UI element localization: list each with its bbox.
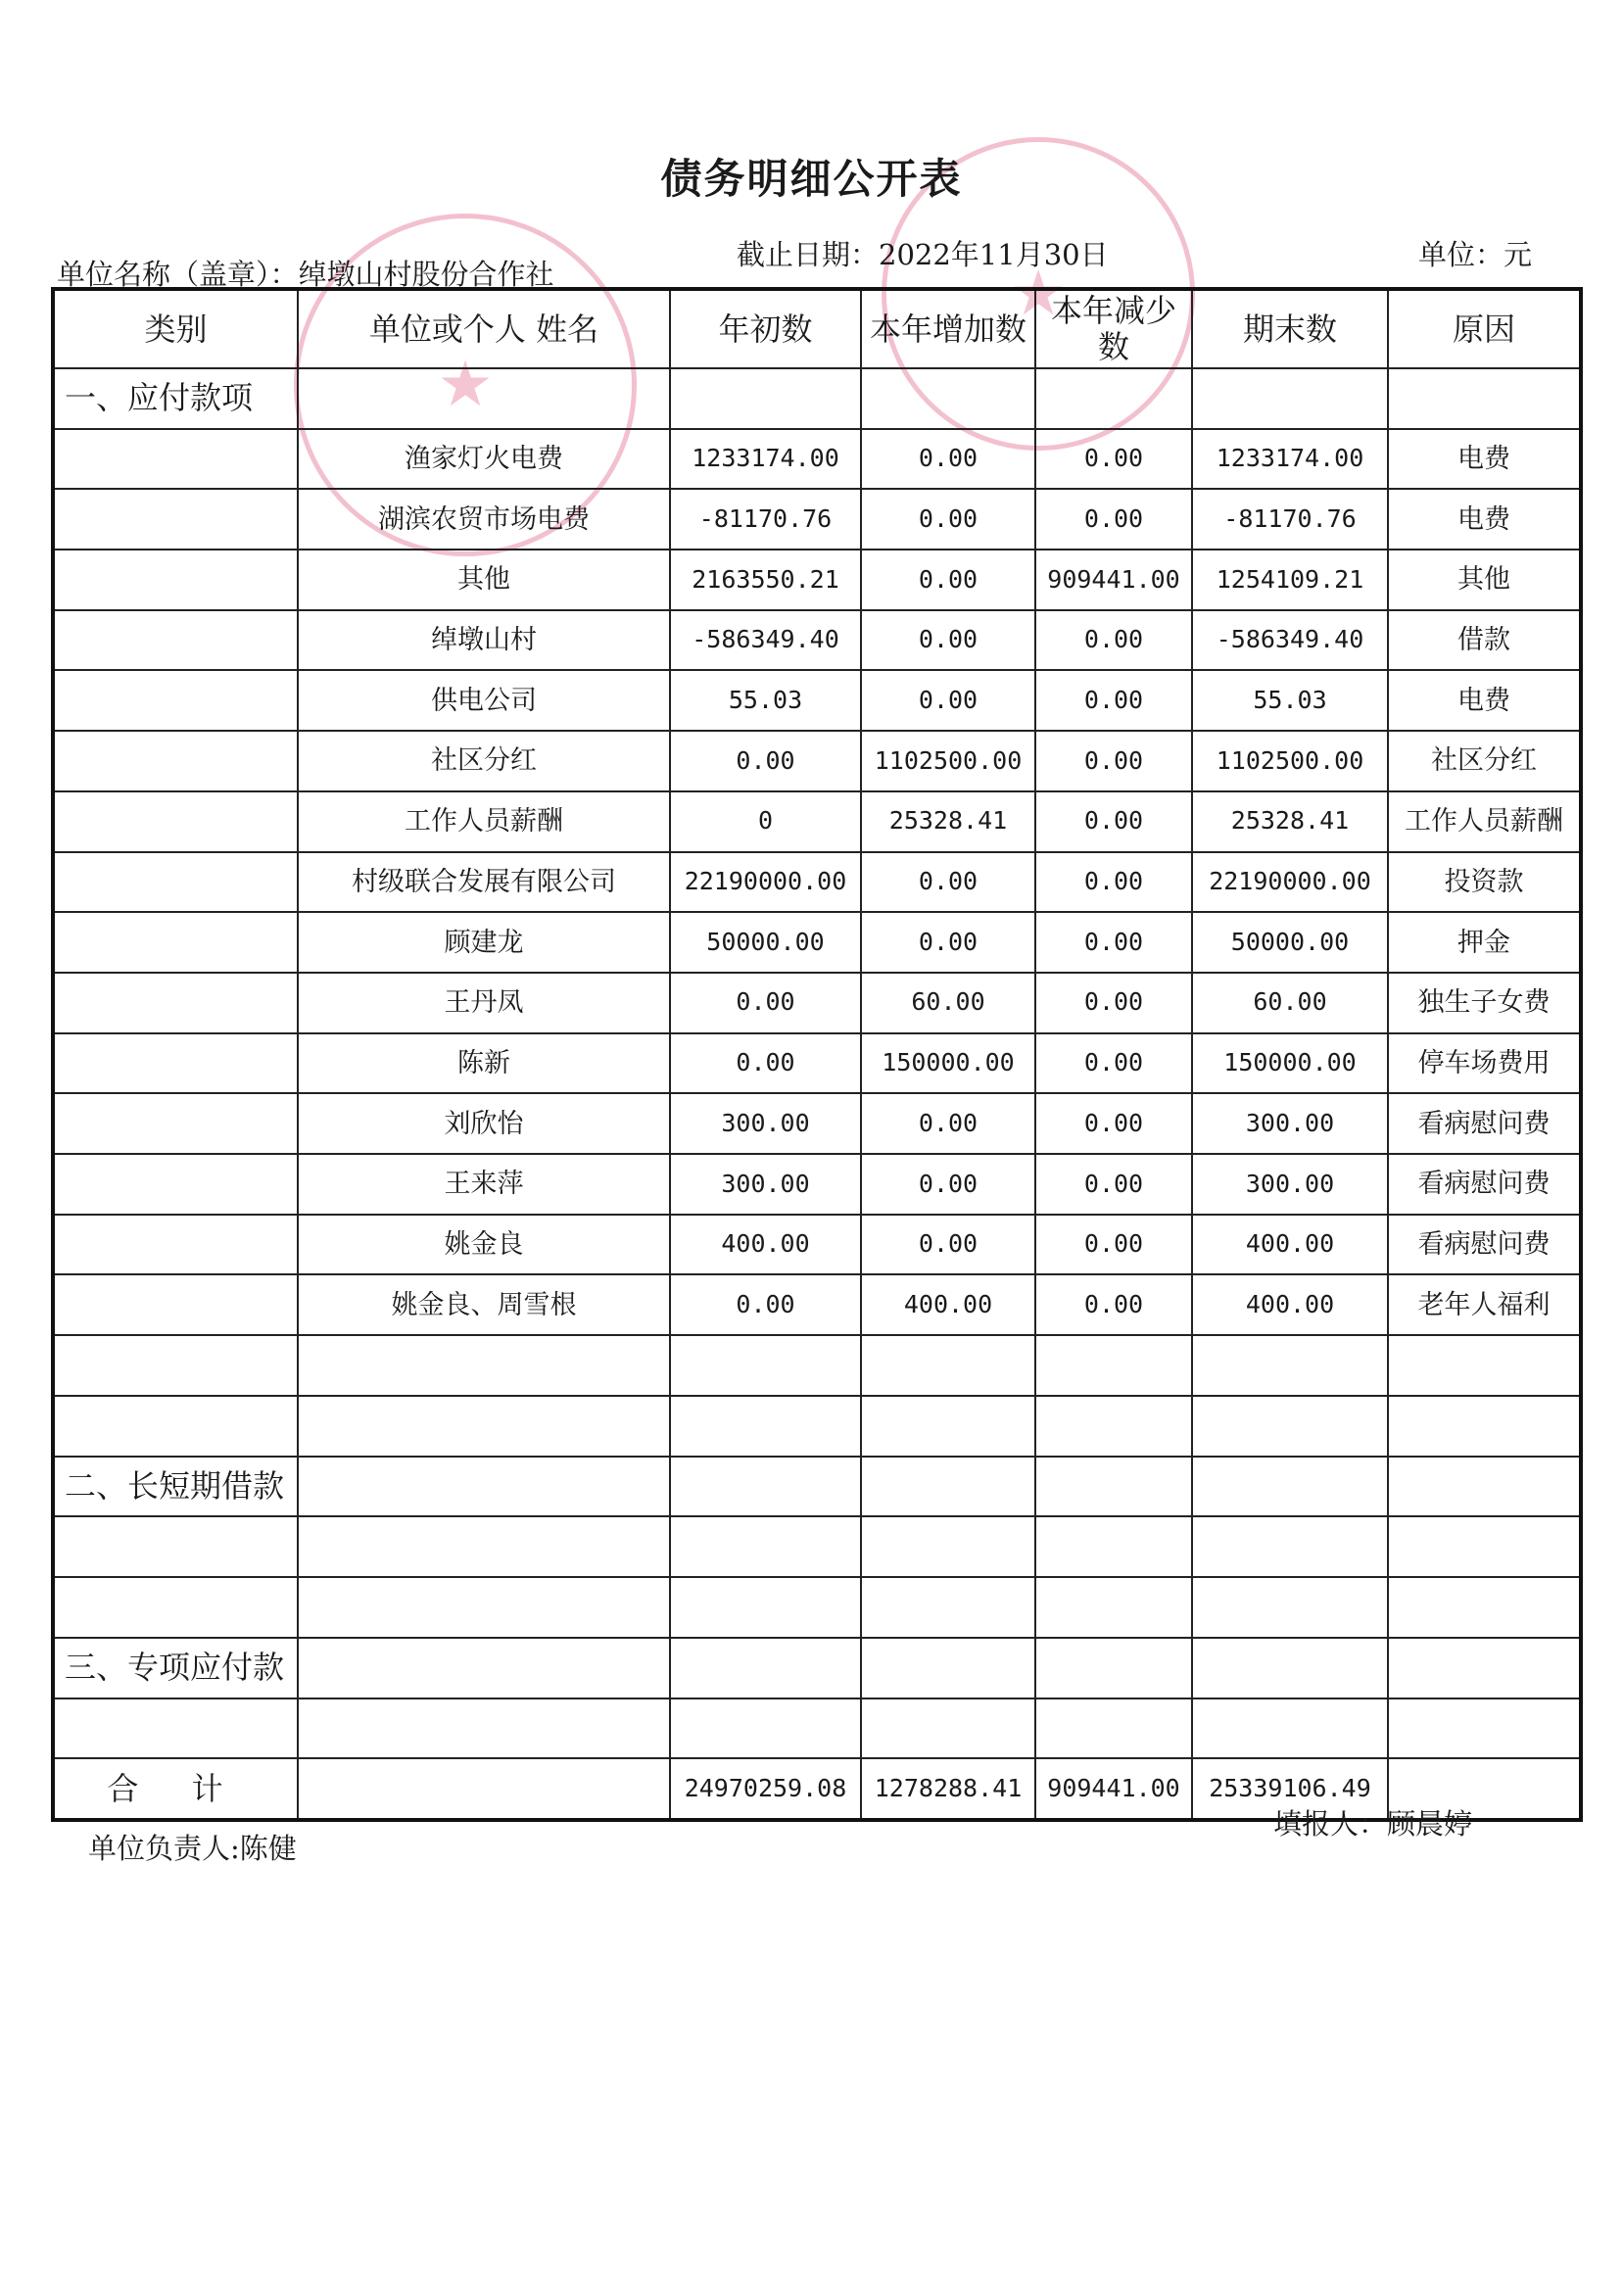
row-reason: 电费 bbox=[1388, 489, 1581, 550]
row-begin: 0.00 bbox=[670, 1274, 861, 1335]
row-increase: 0.00 bbox=[861, 489, 1035, 550]
row-increase: 0.00 bbox=[861, 1154, 1035, 1215]
row-begin: 400.00 bbox=[670, 1215, 861, 1275]
header-name: 单位或个人 姓名 bbox=[298, 289, 670, 368]
row-decrease: 0.00 bbox=[1035, 1093, 1192, 1154]
category-cell bbox=[53, 1274, 298, 1335]
empty-row bbox=[53, 1335, 1581, 1396]
deadline-date: 截止日期：2022年11月30日 bbox=[737, 238, 1109, 271]
section-loans: 二、长短期借款 bbox=[53, 1457, 298, 1517]
category-cell bbox=[53, 791, 298, 852]
header-end: 期末数 bbox=[1192, 289, 1388, 368]
category-cell bbox=[53, 429, 298, 490]
row-name: 湖滨农贸市场电费 bbox=[298, 489, 670, 550]
empty-row bbox=[53, 1698, 1581, 1759]
row-increase: 0.00 bbox=[861, 912, 1035, 973]
row-begin: 0.00 bbox=[670, 973, 861, 1033]
row-name: 社区分红 bbox=[298, 731, 670, 791]
row-end: 400.00 bbox=[1192, 1274, 1388, 1335]
row-name: 渔家灯火电费 bbox=[298, 429, 670, 490]
row-name: 其他 bbox=[298, 550, 670, 610]
category-cell bbox=[53, 912, 298, 973]
row-end: 22190000.00 bbox=[1192, 852, 1388, 913]
row-begin: 0.00 bbox=[670, 731, 861, 791]
row-increase: 25328.41 bbox=[861, 791, 1035, 852]
row-reason: 押金 bbox=[1388, 912, 1581, 973]
category-cell bbox=[53, 973, 298, 1033]
row-increase: 0.00 bbox=[861, 550, 1035, 610]
row-end: 300.00 bbox=[1192, 1093, 1388, 1154]
row-decrease: 0.00 bbox=[1035, 852, 1192, 913]
row-increase: 400.00 bbox=[861, 1274, 1035, 1335]
row-decrease: 0.00 bbox=[1035, 610, 1192, 671]
row-increase: 0.00 bbox=[861, 1215, 1035, 1275]
row-name: 村级联合发展有限公司 bbox=[298, 852, 670, 913]
row-reason: 看病慰问费 bbox=[1388, 1215, 1581, 1275]
table-row bbox=[53, 670, 1581, 731]
row-increase: 1102500.00 bbox=[861, 731, 1035, 791]
row-begin: -586349.40 bbox=[670, 610, 861, 671]
row-decrease: 0.00 bbox=[1035, 1154, 1192, 1215]
row-decrease: 0.00 bbox=[1035, 429, 1192, 490]
row-reason: 投资款 bbox=[1388, 852, 1581, 913]
header-increase: 本年增加数 bbox=[861, 289, 1035, 368]
row-reason: 工作人员薪酬 bbox=[1388, 791, 1581, 852]
row-name: 王丹凤 bbox=[298, 973, 670, 1033]
row-begin: 2163550.21 bbox=[670, 550, 861, 610]
row-name: 工作人员薪酬 bbox=[298, 791, 670, 852]
row-decrease: 0.00 bbox=[1035, 489, 1192, 550]
table-row bbox=[53, 852, 1581, 913]
table-body bbox=[53, 429, 1581, 1336]
row-reason: 老年人福利 bbox=[1388, 1274, 1581, 1335]
header-row bbox=[53, 289, 1581, 368]
row-begin: 0 bbox=[670, 791, 861, 852]
category-cell bbox=[53, 670, 298, 731]
row-end: 55.03 bbox=[1192, 670, 1388, 731]
empty-row bbox=[53, 1577, 1581, 1638]
table-row bbox=[53, 489, 1581, 550]
row-begin: -81170.76 bbox=[670, 489, 861, 550]
table-row bbox=[53, 1215, 1581, 1275]
category-cell bbox=[53, 731, 298, 791]
empty-row bbox=[53, 1516, 1581, 1577]
row-name: 陈新 bbox=[298, 1033, 670, 1094]
table-row bbox=[53, 731, 1581, 791]
category-cell bbox=[53, 550, 298, 610]
section-row bbox=[53, 1457, 1581, 1517]
currency-unit: 单位：元 bbox=[1418, 238, 1533, 271]
category-cell bbox=[53, 1093, 298, 1154]
row-decrease: 909441.00 bbox=[1035, 550, 1192, 610]
row-decrease: 0.00 bbox=[1035, 912, 1192, 973]
row-end: 25328.41 bbox=[1192, 791, 1388, 852]
row-name: 姚金良 bbox=[298, 1215, 670, 1275]
row-begin: 50000.00 bbox=[670, 912, 861, 973]
unit-name: 单位名称（盖章）：绰墩山村股份合作社 bbox=[57, 258, 554, 291]
row-increase: 0.00 bbox=[861, 610, 1035, 671]
row-increase: 150000.00 bbox=[861, 1033, 1035, 1094]
row-decrease: 0.00 bbox=[1035, 791, 1192, 852]
row-decrease: 0.00 bbox=[1035, 731, 1192, 791]
category-cell bbox=[53, 1215, 298, 1275]
row-begin: 300.00 bbox=[670, 1093, 861, 1154]
row-end: 1233174.00 bbox=[1192, 429, 1388, 490]
table-row bbox=[53, 1154, 1581, 1215]
row-begin: 1233174.00 bbox=[670, 429, 861, 490]
section-row bbox=[53, 368, 1581, 429]
filled-by: 填报人：顾晨婷 bbox=[1273, 1807, 1473, 1841]
row-reason: 看病慰问费 bbox=[1388, 1093, 1581, 1154]
row-end: -81170.76 bbox=[1192, 489, 1388, 550]
row-begin: 300.00 bbox=[670, 1154, 861, 1215]
row-reason: 社区分红 bbox=[1388, 731, 1581, 791]
table-row bbox=[53, 610, 1581, 671]
row-increase: 0.00 bbox=[861, 429, 1035, 490]
category-cell bbox=[53, 1033, 298, 1094]
empty-row bbox=[53, 1396, 1581, 1457]
row-end: 150000.00 bbox=[1192, 1033, 1388, 1094]
row-name: 顾建龙 bbox=[298, 912, 670, 973]
category-cell bbox=[53, 610, 298, 671]
table-row bbox=[53, 429, 1581, 490]
total-label: 合 计 bbox=[53, 1758, 298, 1820]
row-end: 60.00 bbox=[1192, 973, 1388, 1033]
section-row bbox=[53, 1638, 1581, 1698]
row-begin: 55.03 bbox=[670, 670, 861, 731]
row-reason: 借款 bbox=[1388, 610, 1581, 671]
header-decrease: 本年减少数 bbox=[1035, 289, 1192, 368]
category-cell bbox=[53, 852, 298, 913]
section-special: 三、专项应付款 bbox=[53, 1638, 298, 1698]
total-decrease: 909441.00 bbox=[1035, 1758, 1192, 1820]
table-row bbox=[53, 550, 1581, 610]
row-reason: 其他 bbox=[1388, 550, 1581, 610]
row-reason: 独生子女费 bbox=[1388, 973, 1581, 1033]
row-end: 400.00 bbox=[1192, 1215, 1388, 1275]
table-row bbox=[53, 912, 1581, 973]
row-end: -586349.40 bbox=[1192, 610, 1388, 671]
row-name: 供电公司 bbox=[298, 670, 670, 731]
row-begin: 0.00 bbox=[670, 1033, 861, 1094]
total-increase: 1278288.41 bbox=[861, 1758, 1035, 1820]
table-row bbox=[53, 791, 1581, 852]
document-title: 债务明细公开表 bbox=[660, 155, 963, 203]
category-cell bbox=[53, 1154, 298, 1215]
row-decrease: 0.00 bbox=[1035, 1274, 1192, 1335]
debt-detail-table bbox=[51, 287, 1583, 1822]
row-end: 1102500.00 bbox=[1192, 731, 1388, 791]
row-begin: 22190000.00 bbox=[670, 852, 861, 913]
row-decrease: 0.00 bbox=[1035, 670, 1192, 731]
row-end: 50000.00 bbox=[1192, 912, 1388, 973]
row-decrease: 0.00 bbox=[1035, 1033, 1192, 1094]
row-name: 绰墩山村 bbox=[298, 610, 670, 671]
total-end: 25339106.49 bbox=[1192, 1758, 1388, 1820]
total-begin: 24970259.08 bbox=[670, 1758, 861, 1820]
header-reason: 原因 bbox=[1388, 289, 1581, 368]
header-begin: 年初数 bbox=[670, 289, 861, 368]
row-decrease: 0.00 bbox=[1035, 973, 1192, 1033]
row-name: 刘欣怡 bbox=[298, 1093, 670, 1154]
row-name: 姚金良、周雪根 bbox=[298, 1274, 670, 1335]
seal-star-icon: ★ bbox=[1010, 258, 1067, 330]
seal-star-icon: ★ bbox=[437, 349, 494, 421]
row-end: 300.00 bbox=[1192, 1154, 1388, 1215]
row-increase: 60.00 bbox=[861, 973, 1035, 1033]
section-payables: 一、应付款项 bbox=[53, 368, 298, 429]
row-reason: 电费 bbox=[1388, 670, 1581, 731]
row-name: 王来萍 bbox=[298, 1154, 670, 1215]
row-increase: 0.00 bbox=[861, 1093, 1035, 1154]
table-row bbox=[53, 1033, 1581, 1094]
row-reason: 看病慰问费 bbox=[1388, 1154, 1581, 1215]
row-increase: 0.00 bbox=[861, 670, 1035, 731]
row-increase: 0.00 bbox=[861, 852, 1035, 913]
head-of-unit: 单位负责人:陈健 bbox=[88, 1832, 297, 1865]
row-end: 1254109.21 bbox=[1192, 550, 1388, 610]
header-category: 类别 bbox=[53, 289, 298, 368]
table-row bbox=[53, 973, 1581, 1033]
category-cell bbox=[53, 489, 298, 550]
row-reason: 电费 bbox=[1388, 429, 1581, 490]
row-reason: 停车场费用 bbox=[1388, 1033, 1581, 1094]
row-decrease: 0.00 bbox=[1035, 1215, 1192, 1275]
table-row bbox=[53, 1274, 1581, 1335]
table-row bbox=[53, 1093, 1581, 1154]
